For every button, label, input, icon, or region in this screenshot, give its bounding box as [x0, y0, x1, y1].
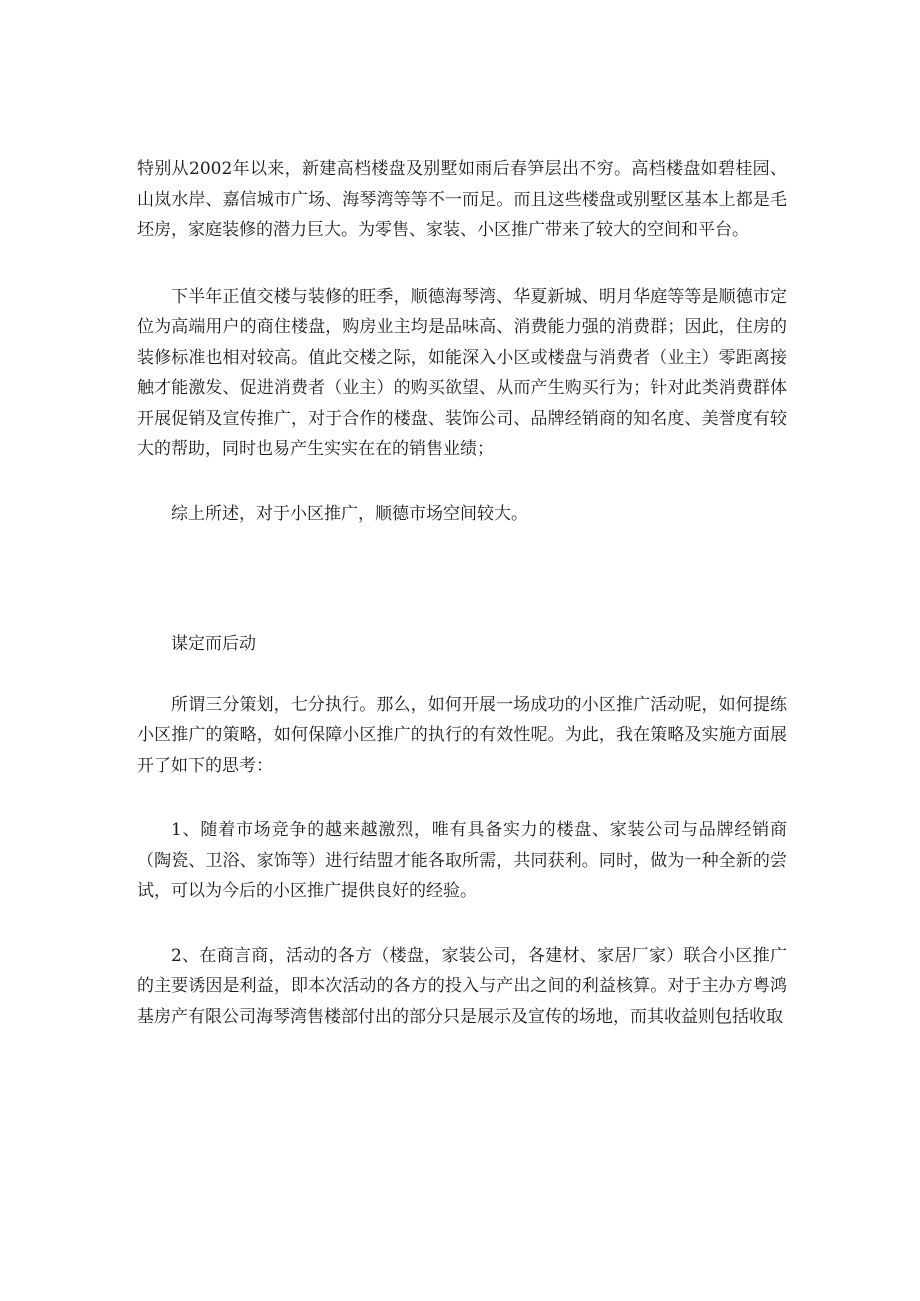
- section-heading: 谋定而后动: [171, 634, 256, 654]
- paragraph-summary: 综上所述，对于小区推广，顺德市场空间较大。: [171, 503, 528, 524]
- paragraph-intro: 特别从2002年以来，新建高档楼盘及别墅如雨后春笋层出不穷。高档楼盘如碧桂园、山岚水岸、嘉信城市广场、海琴湾等等不一而足。而且这些楼盘或别墅区基本上都是毛坯房，家庭装修的潜力巨大。为零售、家装、小区推广带来了较大的空间和平台。: [137, 159, 787, 240]
- paragraph-planning: 所谓三分策划，七分执行。那么，如何开展一场成功的小区推广活动呢，如何提练小区推广的策略，如何保障小区推广的执行的有效性呢。为此，我在策略及实施方面展开了如下的思考：: [137, 694, 787, 776]
- paragraph-point-1: 1、随着市场竞争的越来越激烈，唯有具备实力的楼盘、家装公司与品牌经销商（陶瓷、卫浴、家饰等）进行结盟才能各取所需，共同获利。同时，做为一种全新的尝试，可以为今后的小区推广提供良好的经验。: [137, 820, 787, 901]
- paragraph-point-2: 2、在商言商，活动的各方（楼盘，家装公司，各建材、家居厂家）联合小区推广的主要诱因是利益，即本次活动的各方的投入与产出之间的利益核算。对于主办方粤鸿基房产有限公司海琴湾售楼部付出的部分只是展示及宣传的场地，而其收益则包括收取: [137, 945, 787, 1027]
- document-body: [137, 154, 787, 1032]
- paragraph-second-half: 下半年正值交楼与装修的旺季，顺德海琴湾、华夏新城、明月华庭等等是顺德市定位为高端用户的商住楼盘，购房业主均是品味高、消费能力强的消费群；因此，住房的装修标准也相对较高。值此交楼之际，如能深入小区或楼盘与消费者（业主）零距离接触才能激发、促进消费者（业主）的购买欲望、从而产生购买行为；针对此类消费群体开展促销及宣传推广，对于合作的楼盘、装饰公司、品牌经销商的知名度、美誉度有较大的帮助，同时也易产生实实在在的销售业绩；: [137, 286, 787, 459]
